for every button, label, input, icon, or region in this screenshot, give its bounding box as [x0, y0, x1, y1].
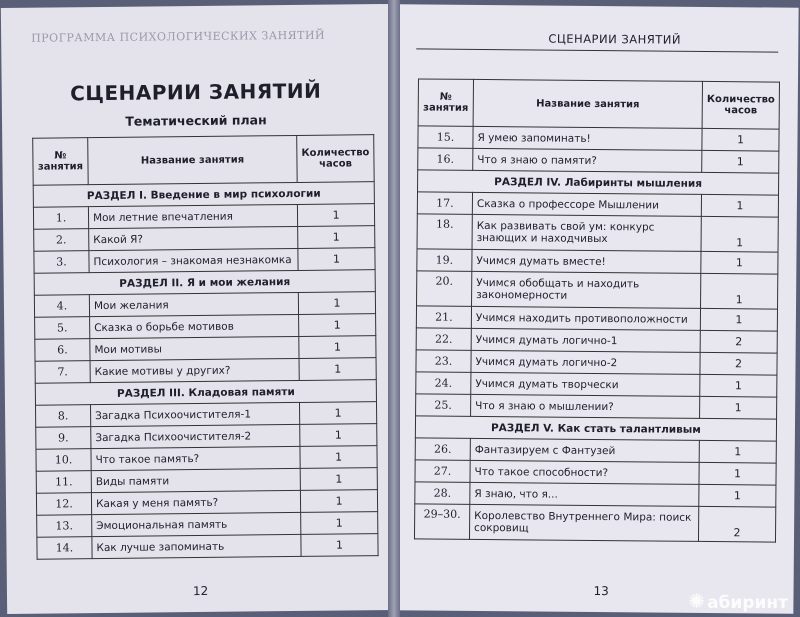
header-num: № занятия [418, 79, 473, 126]
header-name: Название занятия [473, 79, 702, 128]
lesson-hours: 1 [300, 402, 377, 425]
lesson-name: Какая у меня память? [91, 490, 300, 514]
table-row [416, 306, 777, 331]
lesson-number: 26. [415, 438, 470, 460]
lesson-name: Учимся думать вместе! [472, 249, 701, 273]
lesson-number: 21. [416, 306, 471, 328]
lesson-hours: 1 [298, 248, 375, 271]
lesson-name: Я умею запоминать! [473, 126, 702, 150]
page-title: СЦЕНАРИИ ЗАНЯТИЙ [70, 78, 322, 106]
lesson-name: Учимся думать логично-2 [471, 350, 700, 374]
table-row [415, 438, 776, 463]
table-row [416, 394, 777, 419]
left-running-head: ПРОГРАММА ПСИХОЛОГИЧЕСКИХ ЗАНЯТИЙ [31, 28, 326, 45]
lesson-number: 11. [36, 471, 91, 494]
lesson-number: 3. [34, 251, 89, 274]
table-row [415, 460, 776, 485]
lesson-name: Учимся думать логично-1 [471, 328, 700, 352]
lesson-number: 14. [37, 537, 92, 560]
lesson-name: Мои желания [89, 292, 298, 316]
lesson-number: 6. [35, 339, 90, 362]
lesson-hours: 1 [301, 534, 378, 557]
lesson-hours: 1 [300, 446, 377, 469]
section-label: РАЗДЕЛ V. Как стать талантливым [415, 416, 776, 441]
lesson-name: Загадка Психоочистителя-2 [91, 424, 300, 448]
table-row [417, 214, 778, 252]
table-header-row [33, 135, 374, 186]
lesson-hours: 1 [699, 440, 776, 463]
lesson-name: Эмоциональная память [92, 512, 301, 536]
lesson-number: 19. [417, 249, 472, 271]
table-row [416, 328, 777, 353]
lesson-name: Психология – знакомая незнакомка [89, 248, 298, 272]
lesson-name: Загадка Психоочистителя-1 [90, 402, 299, 426]
table-row [418, 126, 779, 151]
lesson-name: Фантазируем с Фантузей [470, 438, 699, 462]
lesson-hours: 1 [700, 396, 777, 419]
thematic-plan-table-right [414, 78, 780, 542]
lesson-name: Что я знаю о мышлении? [471, 394, 700, 418]
lesson-name: Сказка о борьбе мотивов [90, 314, 299, 338]
lesson-name: Какой Я? [89, 226, 298, 250]
lesson-name: Учимся обобщать и находить закономерности [472, 271, 701, 308]
lesson-number: 7. [35, 361, 90, 384]
page-subtitle: Тематический план [125, 112, 267, 129]
right-page-number: 13 [593, 583, 609, 599]
lesson-hours: 1 [299, 358, 376, 381]
table-row [416, 372, 777, 397]
lesson-hours: 1 [299, 336, 376, 359]
lesson-number: 8. [35, 405, 90, 428]
watermark-text: абиринт [707, 593, 788, 613]
lesson-hours: 1 [699, 462, 776, 485]
table-row [37, 534, 378, 560]
table-row [416, 350, 777, 375]
lesson-number: 29–30. [414, 504, 469, 539]
lesson-name: Что такое способности? [470, 460, 699, 484]
lesson-number: 20. [417, 271, 472, 306]
lesson-number: 17. [417, 192, 472, 214]
table-row [417, 249, 778, 274]
lesson-number: 27. [415, 460, 470, 482]
lesson-name: Сказка о профессоре Мышлении [472, 192, 701, 216]
lesson-hours: 1 [300, 424, 377, 447]
labyrinth-logo-icon: ✺ [688, 589, 706, 613]
lesson-number: 18. [417, 214, 472, 249]
lesson-number: 1. [33, 207, 88, 230]
section-row [418, 170, 779, 195]
lesson-hours: 2 [699, 506, 776, 542]
lesson-name: Что я знаю о памяти? [473, 148, 702, 172]
lesson-hours: 1 [702, 128, 779, 151]
section-label: РАЗДЕЛ II. Я и мои желания [34, 270, 375, 296]
table-row [417, 192, 778, 217]
book-gutter [388, 0, 400, 617]
section-label: РАЗДЕЛ I. Введение в мир психологии [33, 182, 374, 208]
thematic-plan-table-left [32, 134, 378, 560]
lesson-number: 2. [34, 229, 89, 252]
lesson-hours: 1 [298, 292, 375, 315]
lesson-name: Какие мотивы у других? [90, 358, 299, 382]
lesson-hours: 1 [301, 512, 378, 535]
right-running-head: СЦЕНАРИИ ЗАНЯТИЙ [548, 31, 682, 47]
section-label: РАЗДЕЛ III. Кладовая памяти [35, 380, 376, 406]
lesson-number: 13. [37, 515, 92, 538]
lesson-name: Что такое память? [91, 446, 300, 470]
section-label: РАЗДЕЛ IV. Лабиринты мышления [418, 170, 779, 195]
section-row [415, 416, 776, 441]
left-page-number: 12 [192, 583, 209, 599]
lesson-number: 5. [35, 317, 90, 340]
header-num: № занятия [33, 138, 88, 186]
lesson-number: 4. [34, 295, 89, 318]
header-name: Название занятия [88, 135, 298, 184]
lesson-hours: 1 [300, 490, 377, 513]
watermark [688, 589, 788, 613]
left-page [1, 4, 395, 614]
lesson-hours: 1 [699, 484, 776, 507]
lesson-number: 23. [416, 350, 471, 372]
lesson-name: Как развивать свой ум: конкурс знающих и находчивых [472, 214, 701, 251]
lesson-name: Мои летние впечатления [88, 204, 297, 228]
lesson-name: Виды памяти [91, 468, 300, 492]
lesson-name: Я знаю, что я... [470, 482, 699, 506]
lesson-name: Королевство Внутреннего Мира: поиск сокровищ [469, 504, 698, 541]
right-page [393, 4, 798, 613]
lesson-number: 15. [418, 126, 473, 148]
lesson-number: 16. [418, 148, 473, 170]
lesson-number: 24. [416, 372, 471, 394]
table-header-row [418, 79, 779, 129]
lesson-number: 22. [416, 328, 471, 350]
table-row [417, 271, 778, 309]
table-row [418, 148, 779, 173]
lesson-hours: 1 [298, 226, 375, 249]
table-row [414, 504, 775, 542]
lesson-number: 9. [36, 427, 91, 450]
lesson-name: Учимся находить противоположности [471, 306, 700, 330]
lesson-name: Учимся думать творчески [471, 372, 700, 396]
lesson-hours: 1 [701, 251, 778, 274]
header-hours: Количество часов [297, 135, 374, 183]
lesson-hours: 1 [297, 204, 374, 227]
lesson-hours: 1 [701, 273, 778, 309]
lesson-number: 25. [416, 394, 471, 416]
header-rule [416, 48, 778, 52]
lesson-hours: 1 [700, 308, 777, 331]
lesson-number: 10. [36, 449, 91, 472]
lesson-hours: 1 [701, 216, 778, 252]
lesson-name: Как лучше запоминать [92, 534, 301, 558]
table-row [415, 482, 776, 507]
lesson-hours: 1 [700, 374, 777, 397]
lesson-hours: 1 [702, 150, 779, 173]
lesson-hours: 1 [300, 468, 377, 491]
lesson-number: 28. [415, 482, 470, 504]
header-hours: Количество часов [702, 81, 779, 129]
lesson-hours: 1 [701, 194, 778, 217]
lesson-number: 12. [36, 493, 91, 516]
lesson-name: Мои мотивы [90, 336, 299, 360]
lesson-hours: 2 [700, 352, 777, 375]
lesson-hours: 1 [299, 314, 376, 337]
lesson-hours: 2 [700, 330, 777, 353]
